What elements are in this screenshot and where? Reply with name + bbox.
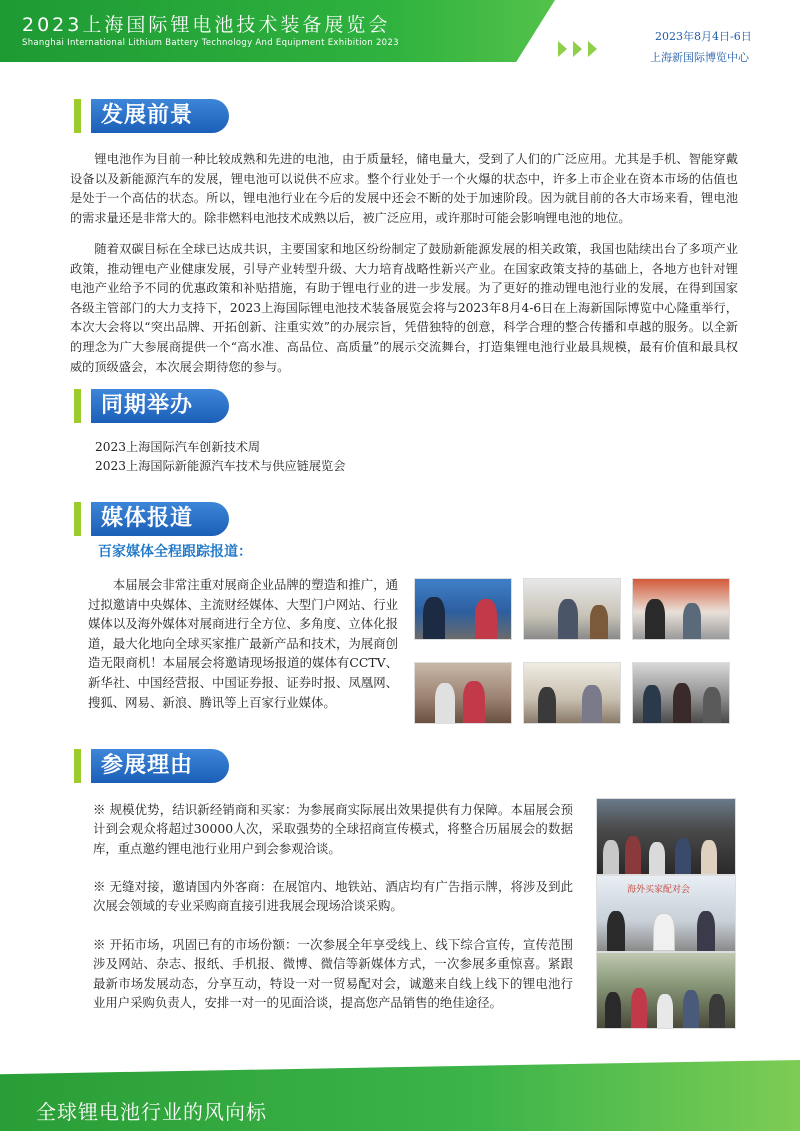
media-photo	[523, 578, 621, 640]
list-item: 2023上海国际汽车创新技术周	[95, 440, 261, 454]
reason-item-market: ※ 开拓市场，巩固已有的市场份额：一次参展全年享受线上、线下综合宣传，宣传范围涉及网站、杂志、报纸、手机报、微博、微信等新媒体方式，一次参展多重惊喜。紧跟最新市场发展动态，分享互动，特设一对一贸易配对会，诚邀来自线上线下的锂电池行业用户采购负责人，安排一对一的见面洽谈，提高您产品销售的绝佳途径。	[93, 937, 573, 1011]
chevron-arrows-icon	[558, 38, 597, 62]
media-photo	[632, 578, 730, 640]
title-accent-bar	[74, 99, 81, 133]
media-body-text: 本届展会非常注重对展商企业品牌的塑造和推广，通过拟邀请中央媒体、主流财经媒体、大型门户网站、行业媒体以及海外媒体对展商进行全方位、多角度、立体化报道，最大化地向全球买家推广最新产品和技术，为展商创造无限商机！本届展会将邀请现场报道的媒体有CCTV、新华社、中国经营报、中国证券报、证券时报、凤凰网、搜狐、网易、新浪、腾讯等上百家行业媒体。	[88, 577, 398, 710]
media-photo	[523, 662, 621, 724]
page-header	[0, 0, 800, 70]
exhibition-venue: 上海新国际博览中心	[650, 51, 749, 64]
section-title-label: 参展理由	[91, 749, 229, 783]
crowd-photo	[596, 798, 736, 875]
media-photo	[632, 662, 730, 724]
media-photo	[414, 662, 512, 724]
exhibition-date: 2023年8月4日-6日	[655, 30, 752, 43]
exhibition-title-cn: 2023上海国际锂电池技术装备展览会	[22, 14, 391, 36]
matchmaking-sign: 海外买家配对会	[627, 885, 691, 895]
development-paragraph-2: 随着双碳目标在全球已达成共识，主要国家和地区纷纷制定了鼓励新能源发展的相关政策，我国也陆续出台了多项产业政策，推动锂电产业健康发展，引导产业转型升级、大力培育战略性新兴产业。在国家政策支持的基础上，各地方也针对锂电池产业给予不同的优惠政策和补贴措施，有助于锂电行业的进一步发展。为了更好的推动锂电池行业的发展，在得到国家各级主管部门的大力支持下，2023上海国际锂电池技术装备展览会将与2023年8月4-6日在上海新国际博览中心隆重举行，本次大会将以“突出品牌、开拓创新、注重实效”的办展宗旨，凭借独特的创意，科学合理的整合传播和卓越的服务。以全新的理念为广大参展商提供一个“高水准、高品位、高质量”的展示交流舞台，打造集锂电池行业最具规模，最有价值和最具权威的顶级盛会，本次展会期待您的参与。	[70, 242, 738, 374]
crowd-photo	[596, 952, 736, 1029]
footer-slogan: 全球锂电池行业的风向标	[36, 1100, 267, 1124]
matchmaking-photo	[596, 875, 736, 952]
exhibition-title-en: Shanghai International Lithium Battery Technology And Equipment Exhibition 2023	[22, 38, 399, 48]
reason-item-connect: ※ 无缝对接，邀请国内外客商：在展馆内、地铁站、酒店均有广告指示牌，将涉及到此次展会领域的专业采购商直接引进我展会现场洽谈采购。	[93, 879, 573, 914]
list-item: 2023上海国际新能源汽车技术与供应链展览会	[95, 459, 346, 473]
reason-item-scale: ※ 规模优势，结识新经销商和买家：为参展商实际展出效果提供有力保障。本届展会预计到会观众将超过30000人次，采取强势的全球招商宣传模式，将整合历届展会的数据库，重点邀约锂电池行业用户到会参观洽谈。	[93, 802, 573, 856]
title-accent-bar	[74, 749, 81, 783]
section-title-label: 媒体报道	[91, 502, 229, 536]
section-title-label: 发展前景	[91, 99, 229, 133]
title-accent-bar	[74, 502, 81, 536]
media-photo	[414, 578, 512, 640]
section-title-label: 同期举办	[91, 389, 229, 423]
concurrent-events-list	[95, 438, 345, 476]
media-subheading: 百家媒体全程跟踪报道：	[98, 544, 252, 560]
development-paragraph-1: 锂电池作为目前一种比较成熟和先进的电池，由于质量轻，储电量大，受到了人们的广泛应用。尤其是手机、智能穿戴设备以及新能源汽车的发展，锂电池可以说供不应求。整个行业处于一个火爆的状态中，许多上市企业在资本市场的估值也是处于一个高估的状态。所以，锂电池行业在今后的发展中还会不断的处于加速阶段。因为就目前的各大市场来看，锂电池的需求量还是非常大的。除非燃料电池技术成熟以后，被广泛应用，或许那时可能会影响锂电池的地位。	[70, 152, 738, 225]
title-accent-bar	[74, 389, 81, 423]
page-footer	[0, 1060, 800, 1131]
